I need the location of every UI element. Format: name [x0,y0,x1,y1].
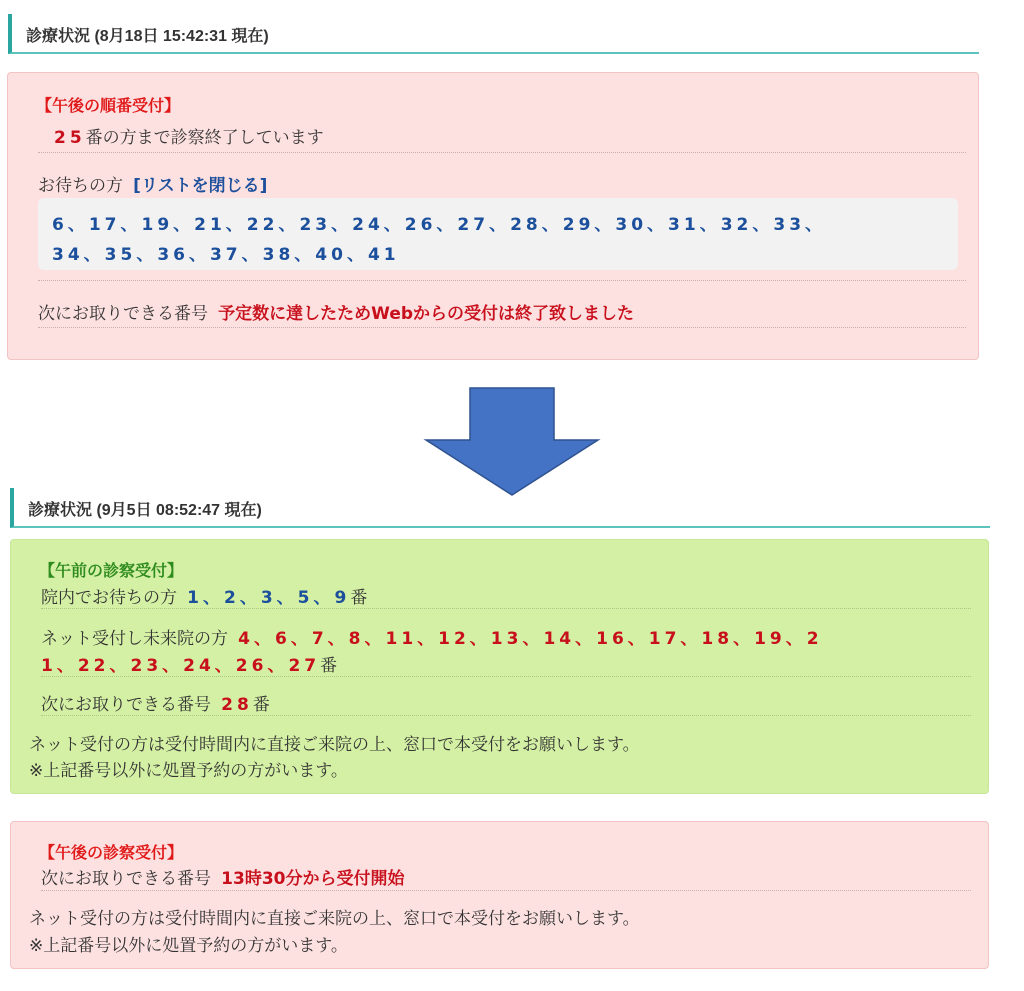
net-reception-row [41,624,823,649]
waiting-list [52,210,952,270]
in-clinic-numbers: 1、2、3、5、9 [187,588,351,608]
done-number: 25 [54,128,86,148]
next-number-value: 13時30分から受付開始 [221,869,405,889]
divider [41,608,971,609]
net-reception-label: ネット受付し未来院の方 [41,629,228,649]
divider [38,280,966,281]
ban-suffix: 番 [252,695,270,715]
done-row [54,123,324,148]
in-clinic-row [41,583,367,608]
next-number-row [41,690,270,715]
afternoon-title: 【午後の診察受付】 [39,843,184,862]
divider [41,676,971,677]
net-reception-numbers-1: 4、6、7、8、11、12、13、14、16、17、18、19、2 [238,629,823,649]
net-reception-row-2 [41,651,337,676]
ban-suffix: 番 [320,656,338,676]
waiting-list-box [38,198,958,270]
status-header-2-text: 診療状況 (9月5日 08:52:47 現在) [28,502,262,519]
status-header-2 [10,488,990,528]
morning-title: 【午前の診察受付】 [39,561,184,580]
next-number-row [41,864,405,889]
note-line-2: ※上記番号以外に処置予約の方がいます。 [29,936,348,956]
waiting-label: お待ちの方 [38,176,123,196]
down-arrow-icon [422,385,602,500]
waiting-list-line-1: 6、17、19、21、22、23、24、26、27、28、29、30、31、32、33、 [52,215,827,235]
next-number-label: 次にお取りできる番号 [38,304,208,324]
divider [41,715,971,716]
next-number-row [38,299,634,324]
status-header-1-text: 診療状況 (8月18日 15:42:31 現在) [26,28,269,45]
panel-title: 【午後の順番受付】 [36,96,181,115]
waiting-row [38,171,267,196]
divider [38,152,966,153]
note-line-1: ネット受付の方は受付時間内に直接ご来院の上、窓口で本受付をお願いします。 [29,909,640,929]
status-header-1 [8,14,979,54]
divider [38,327,966,328]
afternoon-order-panel [7,72,979,360]
next-number-value: 予定数に達したためWebからの受付は終了致しました [218,304,635,324]
note-line-1: ネット受付の方は受付時間内に直接ご来院の上、窓口で本受付をお願いします。 [29,735,640,755]
waiting-list-line-2: 34、35、36、37、38、40、41 [52,245,400,265]
in-clinic-label: 院内でお待ちの方 [41,588,177,608]
close-list-link[interactable]: [リストを閉じる] [133,176,268,196]
afternoon-panel [10,821,989,969]
note-line-2: ※上記番号以外に処置予約の方がいます。 [29,761,348,781]
divider [41,890,971,891]
done-text: 番の方まで診察終了しています [85,128,324,148]
net-reception-numbers-2: 1、22、23、24、26、27 [41,656,321,676]
next-number-value: 28 [221,695,253,715]
next-number-label: 次にお取りできる番号 [41,695,211,715]
next-number-label: 次にお取りできる番号 [41,869,211,889]
morning-panel [10,539,989,794]
ban-suffix: 番 [350,588,368,608]
